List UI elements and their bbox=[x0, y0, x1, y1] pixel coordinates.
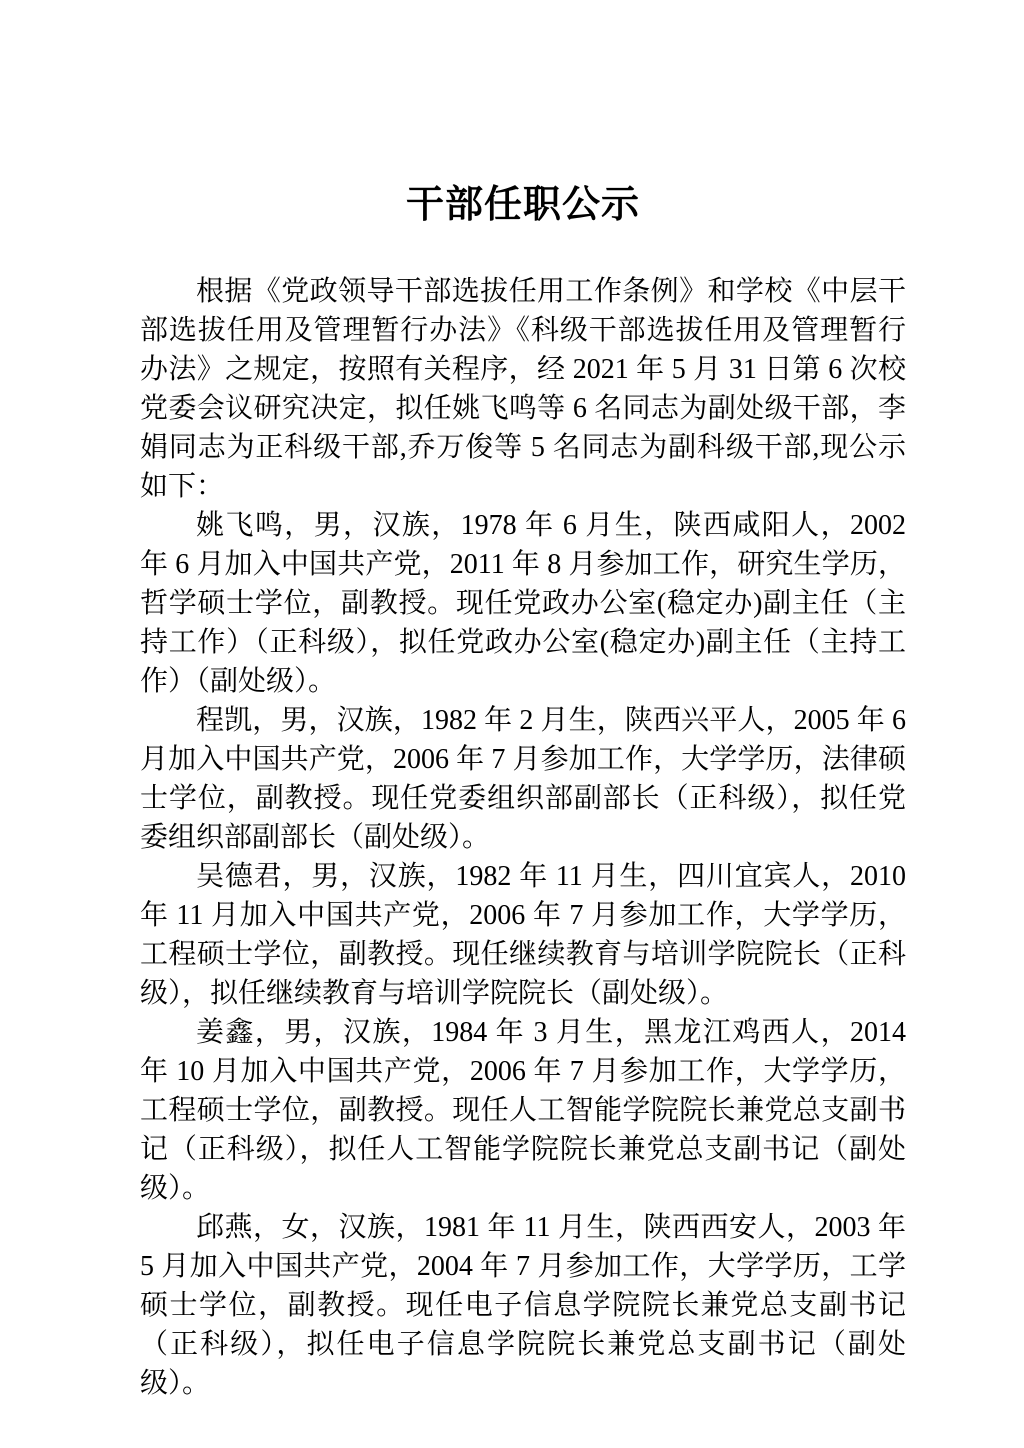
paragraph-wu-dejun: 吴德君，男，汉族，1982 年 11 月生，四川宜宾人，2010 年 11 月加入中国共产党，2006 年 7 月参加工作，大学学历，工程硕士学位，副教授。现任继续教育与培训学院院长（正科级），拟任继续教育与培训学院院长（副处级）。 bbox=[140, 861, 906, 1009]
paragraph-yao-feiming: 姚飞鸣，男，汉族，1978 年 6 月生，陕西咸阳人，2002 年 6 月加入中国共产党，2011 年 8 月参加工作，研究生学历，哲学硕士学位，副教授。现任党政办公室(稳定办)副主任（主持工作）（正科级），拟任党政办公室(稳定办)副主任（主持工作）（副处级）。 bbox=[140, 510, 906, 697]
paragraph-qiu-yan: 邱燕，女，汉族，1981 年 11 月生，陕西西安人，2003 年 5 月加入中国共产党，2004 年 7 月参加工作，大学学历，工学硕士学位，副教授。现任电子信息学院院长兼党总支副书记（正科级），拟任电子信息学院院长兼党总支副书记（副处级）。 bbox=[140, 1212, 906, 1399]
paragraph-cheng-kai: 程凯，男，汉族，1982 年 2 月生，陕西兴平人，2005 年 6 月加入中国共产党，2006 年 7 月参加工作，大学学历，法律硕士学位，副教授。现任党委组织部副部长（正科级），拟任党委组织部副部长（副处级）。 bbox=[140, 705, 906, 853]
document-body bbox=[140, 272, 906, 1403]
document-title: 干部任职公示 bbox=[405, 184, 640, 226]
paragraph-intro: 根据《党政领导干部选拔任用工作条例》和学校《中层干部选拔任用及管理暂行办法》《科级干部选拔任用及管理暂行办法》之规定，按照有关程序，经 2021 年 5 月 31 日第 6 次校党委会议研究决定，拟任姚飞鸣等 6 名同志为副处级干部，李娟同志为正科级干部,乔万俊等 5 名同志为副科级干部,现公示如下： bbox=[140, 276, 906, 502]
paragraph-jiang-xin: 姜鑫，男，汉族，1984 年 3 月生，黑龙江鸡西人，2014 年 10 月加入中国共产党，2006 年 7 月参加工作，大学学历，工程硕士学位，副教授。现任人工智能学院院长兼党总支副书记（正科级），拟任人工智能学院院长兼党总支副书记（副处级）。 bbox=[140, 1017, 906, 1204]
